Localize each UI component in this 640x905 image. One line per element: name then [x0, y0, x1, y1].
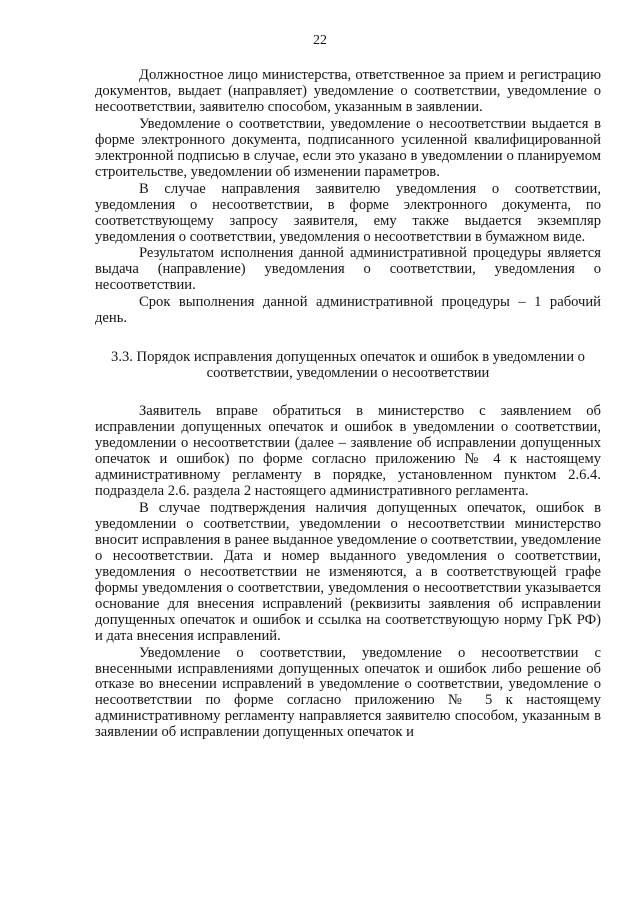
paragraph: В случае направления заявителю уведомления о соответствии, уведомления о несоответствии, в форме электронного документа, по соответствующему запросу заявителя, ему также выдается экземпляр уведомления о соответствии, уведомления о несоответствии в бумажном виде. [95, 180, 601, 245]
page-number: 22 [313, 33, 327, 48]
paragraph: Срок выполнения данной административной процедуры – 1 рабочий день. [95, 294, 601, 327]
paragraph: Заявитель вправе обратиться в министерство с заявлением об исправлении допущенных опечаток и ошибок в уведомлении о соответствии, уведомлении о несоответствии (далее – заявление об исправлении допущенных опечаток и ошибок) по форме согласно приложению № 4 к настоящему административному регламенту в порядке, установленном пунктом 2.6.4. подраздела 2.6. раздела 2 настоящего административного регламента. [95, 403, 601, 500]
paragraph: Уведомление о соответствии, уведомление о несоответствии выдается в форме электронного документа, подписанного усиленной квалифицированной электронной подписью в случае, если это указано в уведомлении о планируемом строительстве, уведомлении об изменении параметров. [95, 115, 601, 180]
document-body [95, 68, 601, 741]
paragraph: Должностное лицо министерства, ответственное за прием и регистрацию документов, выдает (направляет) уведомление о соответствии, уведомление о несоответствии, заявителю способом, указанным в заявлении. [95, 67, 601, 115]
paragraph: Уведомление о соответствии, уведомление о несоответствии с внесенными исправлениями допущенных опечаток и ошибок либо решение об отказе во внесении исправлений в уведомление о соответствии, уведомление о несоответствии по форме согласно приложению № 5 к настоящему административному регламенту направляется заявителю способом, указанным в заявлении об исправлении допущенных опечаток и [95, 644, 601, 741]
paragraph: В случае подтверждения наличия допущенных опечаток, ошибок в уведомлении о соответствии, уведомлении о несоответствии министерство вносит исправления в ранее выданное уведомление о соответствии, уведомление о несоответствии. Дата и номер выданного уведомления о соответствии, уведомления о несоответствии не изменяются, а в соответствующей графе формы уведомления о соответствии, уведомления о несоответствии указывается основание для внесения исправлений (реквизиты заявления об исправлении допущенных опечаток и ошибок и ссылка на соответствующую норму ГрК РФ) и дата внесения исправлений. [95, 499, 601, 644]
section-heading: 3.3. Порядок исправления допущенных опечаток и ошибок в уведомлении о соответствии, уведомлении о несоответствии [111, 349, 585, 382]
paragraph: Результатом исполнения данной административной процедуры является выдача (направление) уведомления о соответствии, уведомления о несоответствии. [95, 245, 601, 294]
